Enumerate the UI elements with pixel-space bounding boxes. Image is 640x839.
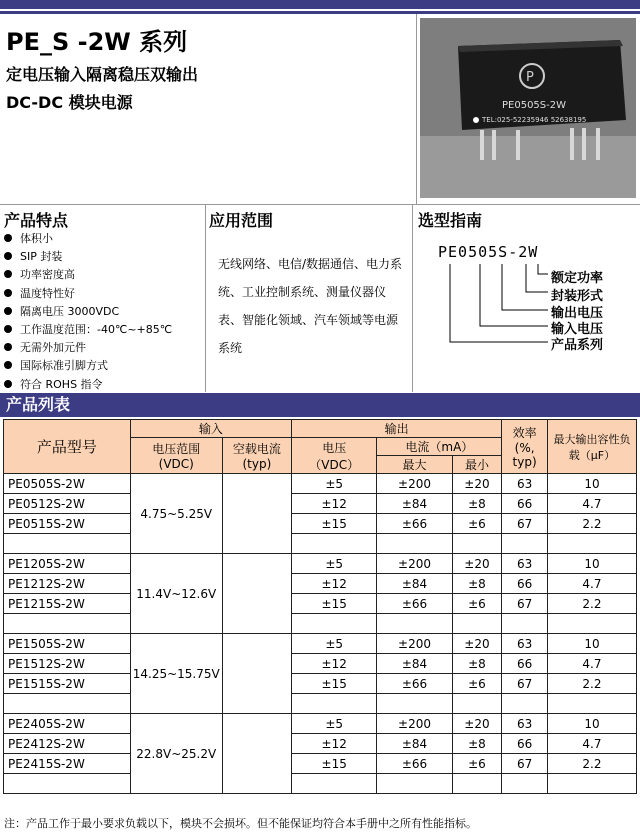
- guide-label-output-voltage: 输出电压: [551, 306, 604, 321]
- table-row: [4, 634, 637, 654]
- bullet-icon: [4, 270, 12, 278]
- table-row: [4, 554, 637, 574]
- cell-current-max: ±84: [377, 574, 452, 594]
- cell-max-cap: 10: [547, 474, 636, 494]
- table-row: [4, 654, 637, 674]
- cell-output-voltage: ±5: [292, 714, 377, 734]
- cell-empty: [452, 694, 502, 714]
- document-header: [0, 14, 640, 204]
- cell-output-voltage: ±15: [292, 514, 377, 534]
- cell-current-min: ±6: [452, 514, 502, 534]
- guide-label-package: 封装形式: [551, 289, 604, 304]
- table-row: [4, 474, 637, 494]
- photo-marking: PE0505S-2W: [502, 100, 567, 111]
- product-list-title: 产品列表: [6, 395, 71, 414]
- feature-text: 体积小: [20, 232, 53, 245]
- cell-empty: [502, 534, 548, 554]
- cell-model: PE1215S-2W: [4, 594, 131, 614]
- feature-item: [4, 376, 172, 394]
- cell-no-load-current: [222, 554, 291, 634]
- cell-max-cap: 2.2: [547, 514, 636, 534]
- feature-text: 功率密度高: [20, 268, 75, 282]
- table-row: [4, 494, 637, 514]
- cell-empty: [4, 614, 131, 634]
- feature-item: [4, 321, 172, 339]
- table-row: [4, 754, 637, 774]
- table-spacer-row: [4, 614, 637, 634]
- cell-current-min: ±8: [452, 574, 502, 594]
- cell-model: PE2412S-2W: [4, 734, 131, 754]
- cell-current-min: ±8: [452, 494, 502, 514]
- cell-current-min: ±6: [452, 594, 502, 614]
- cell-empty: [292, 534, 377, 554]
- cell-current-min: ±20: [452, 634, 502, 654]
- cell-current-max: ±84: [377, 494, 452, 514]
- header-no-load-current: 空载电流 (typ): [222, 438, 291, 474]
- cell-efficiency: 67: [502, 514, 548, 534]
- cell-input-range: 11.4V~12.6V: [130, 554, 222, 634]
- cell-max-cap: 10: [547, 554, 636, 574]
- cell-current-max: ±66: [377, 594, 452, 614]
- table-row: [4, 734, 637, 754]
- cell-model: PE0512S-2W: [4, 494, 131, 514]
- cell-current-min: ±8: [452, 734, 502, 754]
- cell-input-range: 14.25~15.75V: [130, 634, 222, 714]
- cell-model: PE2415S-2W: [4, 754, 131, 774]
- cell-current-max: ±84: [377, 654, 452, 674]
- header-current-max: 最大: [377, 456, 452, 474]
- svg-text:P: P: [526, 70, 534, 85]
- part-code-callout-lines: [430, 262, 560, 352]
- cell-output-voltage: ±5: [292, 554, 377, 574]
- header-output: 输出: [292, 420, 502, 438]
- cell-current-min: ±6: [452, 754, 502, 774]
- cell-no-load-current: [222, 634, 291, 714]
- cell-current-max: ±200: [377, 634, 452, 654]
- cell-output-voltage: ±12: [292, 494, 377, 514]
- cell-max-cap: 2.2: [547, 674, 636, 694]
- cell-input-range: 22.8V~25.2V: [130, 714, 222, 794]
- cell-current-min: ±20: [452, 554, 502, 574]
- cell-efficiency: 67: [502, 674, 548, 694]
- features-heading: 产品特点: [4, 211, 69, 230]
- cell-model: PE0505S-2W: [4, 474, 131, 494]
- feature-item: [4, 285, 172, 303]
- cell-input-range: 4.75~5.25V: [130, 474, 222, 554]
- feature-item: [4, 266, 172, 284]
- cell-empty: [452, 774, 502, 794]
- bullet-icon: [4, 307, 12, 315]
- header-model: 产品型号: [4, 420, 131, 474]
- part-code-example: PE0505S-2W: [438, 243, 539, 261]
- cell-current-min: ±20: [452, 474, 502, 494]
- cell-no-load-current: [222, 714, 291, 794]
- cell-max-cap: 2.2: [547, 754, 636, 774]
- cell-empty: [292, 614, 377, 634]
- cell-empty: [547, 614, 636, 634]
- feature-text: SIP 封装: [20, 250, 63, 264]
- guide-label-series: 产品系列: [551, 338, 604, 353]
- table-row: [4, 594, 637, 614]
- cell-model: PE1515S-2W: [4, 674, 131, 694]
- cell-empty: [452, 534, 502, 554]
- cell-efficiency: 63: [502, 634, 548, 654]
- document-subtitle-1: 定电压输入隔离稳压双输出: [6, 65, 199, 84]
- guide-label-rated-power: 额定功率: [551, 271, 604, 286]
- cell-max-cap: 10: [547, 634, 636, 654]
- cell-empty: [502, 614, 548, 634]
- cell-empty: [4, 774, 131, 794]
- bullet-icon: [4, 380, 12, 388]
- cell-efficiency: 63: [502, 554, 548, 574]
- cell-empty: [377, 774, 452, 794]
- top-bar: [0, 0, 640, 14]
- cell-empty: [377, 534, 452, 554]
- photo-tel: TEL:025-52235946 52638195: [482, 116, 587, 124]
- feature-text: 温度特性好: [20, 286, 75, 300]
- product-table: [3, 419, 637, 794]
- bullet-icon: [4, 361, 12, 369]
- features-list: [4, 230, 172, 394]
- cell-current-max: ±66: [377, 514, 452, 534]
- cell-output-voltage: ±15: [292, 674, 377, 694]
- feature-text: 国际标准引脚方式: [20, 359, 108, 373]
- bullet-icon: [4, 325, 12, 333]
- cell-model: PE1512S-2W: [4, 654, 131, 674]
- table-row: [4, 574, 637, 594]
- cell-current-min: ±20: [452, 714, 502, 734]
- cell-model: PE2405S-2W: [4, 714, 131, 734]
- applications-heading: 应用范围: [209, 211, 274, 230]
- header-max-cap: 最大输出容性负载（μF）: [547, 420, 636, 474]
- cell-output-voltage: ±12: [292, 574, 377, 594]
- cell-empty: [292, 694, 377, 714]
- cell-efficiency: 66: [502, 734, 548, 754]
- table-spacer-row: [4, 774, 637, 794]
- applications-text: 无线网络、电信/数据通信、电力系统、工业控制系统、测量仪器仪表、智能化领域、汽车领域等电源系统: [218, 257, 403, 355]
- table-spacer-row: [4, 534, 637, 554]
- bullet-icon: [4, 234, 12, 242]
- cell-current-max: ±66: [377, 674, 452, 694]
- cell-empty: [452, 614, 502, 634]
- guide-label-input-voltage: 输入电压: [551, 322, 604, 337]
- cell-max-cap: 4.7: [547, 734, 636, 754]
- cell-model: PE1212S-2W: [4, 574, 131, 594]
- cell-efficiency: 63: [502, 474, 548, 494]
- cell-empty: [4, 534, 131, 554]
- cell-efficiency: 66: [502, 574, 548, 594]
- cell-current-max: ±200: [377, 554, 452, 574]
- cell-efficiency: 67: [502, 754, 548, 774]
- header-output-voltage: 电压 （VDC）: [292, 438, 377, 474]
- cell-max-cap: 2.2: [547, 594, 636, 614]
- bullet-icon: [4, 289, 12, 297]
- cell-empty: [502, 774, 548, 794]
- cell-max-cap: 4.7: [547, 654, 636, 674]
- table-row: [4, 674, 637, 694]
- feature-text: 无需外加元件: [20, 341, 86, 355]
- table-row: [4, 514, 637, 534]
- cell-empty: [547, 534, 636, 554]
- cell-current-min: ±6: [452, 674, 502, 694]
- cell-efficiency: 66: [502, 654, 548, 674]
- table-spacer-row: [4, 694, 637, 714]
- cell-max-cap: 4.7: [547, 494, 636, 514]
- cell-model: PE0515S-2W: [4, 514, 131, 534]
- cell-empty: [547, 774, 636, 794]
- cell-current-max: ±84: [377, 734, 452, 754]
- cell-output-voltage: ±12: [292, 734, 377, 754]
- feature-item: [4, 248, 172, 266]
- table-row: [4, 714, 637, 734]
- cell-max-cap: 4.7: [547, 574, 636, 594]
- feature-text: 隔离电压 3000VDC: [20, 304, 120, 318]
- feature-item: [4, 230, 172, 248]
- cell-current-max: ±200: [377, 714, 452, 734]
- cell-current-max: ±200: [377, 474, 452, 494]
- cell-max-cap: 10: [547, 714, 636, 734]
- cell-current-max: ±66: [377, 754, 452, 774]
- product-photo: [420, 18, 636, 198]
- cell-empty: [292, 774, 377, 794]
- feature-text: 符合 ROHS 指令: [20, 377, 103, 391]
- header-input: 输入: [130, 420, 291, 438]
- cell-efficiency: 63: [502, 714, 548, 734]
- cell-model: PE1205S-2W: [4, 554, 131, 574]
- header-efficiency: 效率 (%, typ): [502, 420, 548, 474]
- cell-output-voltage: ±12: [292, 654, 377, 674]
- cell-model: PE1505S-2W: [4, 634, 131, 654]
- feature-item: [4, 339, 172, 357]
- cell-output-voltage: ±5: [292, 474, 377, 494]
- document-title: PE_S -2W 系列: [6, 28, 188, 56]
- cell-output-voltage: ±15: [292, 594, 377, 614]
- header-current: 电流（mA）: [377, 438, 502, 456]
- feature-item: [4, 303, 172, 321]
- bullet-icon: [4, 343, 12, 351]
- cell-efficiency: 67: [502, 594, 548, 614]
- cell-current-min: ±8: [452, 654, 502, 674]
- cell-output-voltage: ±15: [292, 754, 377, 774]
- cell-efficiency: 66: [502, 494, 548, 514]
- bullet-icon: [4, 252, 12, 260]
- header-voltage-range: 电压范围 (VDC): [130, 438, 222, 474]
- cell-empty: [4, 694, 131, 714]
- feature-item: [4, 357, 172, 375]
- selection-guide-heading: 选型指南: [418, 211, 483, 230]
- header-current-min: 最小: [452, 456, 502, 474]
- cell-no-load-current: [222, 474, 291, 554]
- cell-empty: [377, 614, 452, 634]
- product-list-bar: [0, 393, 640, 417]
- cell-output-voltage: ±5: [292, 634, 377, 654]
- cell-empty: [502, 694, 548, 714]
- feature-text: 工作温度范围：-40℃~+85℃: [20, 322, 173, 336]
- cell-empty: [377, 694, 452, 714]
- footnote: 注：产品工作于最小要求负载以下，模块不会损坏。但不能保证均符合本手册中之所有性能指标。: [4, 817, 477, 830]
- document-subtitle-2: DC-DC 模块电源: [6, 93, 133, 112]
- cell-empty: [547, 694, 636, 714]
